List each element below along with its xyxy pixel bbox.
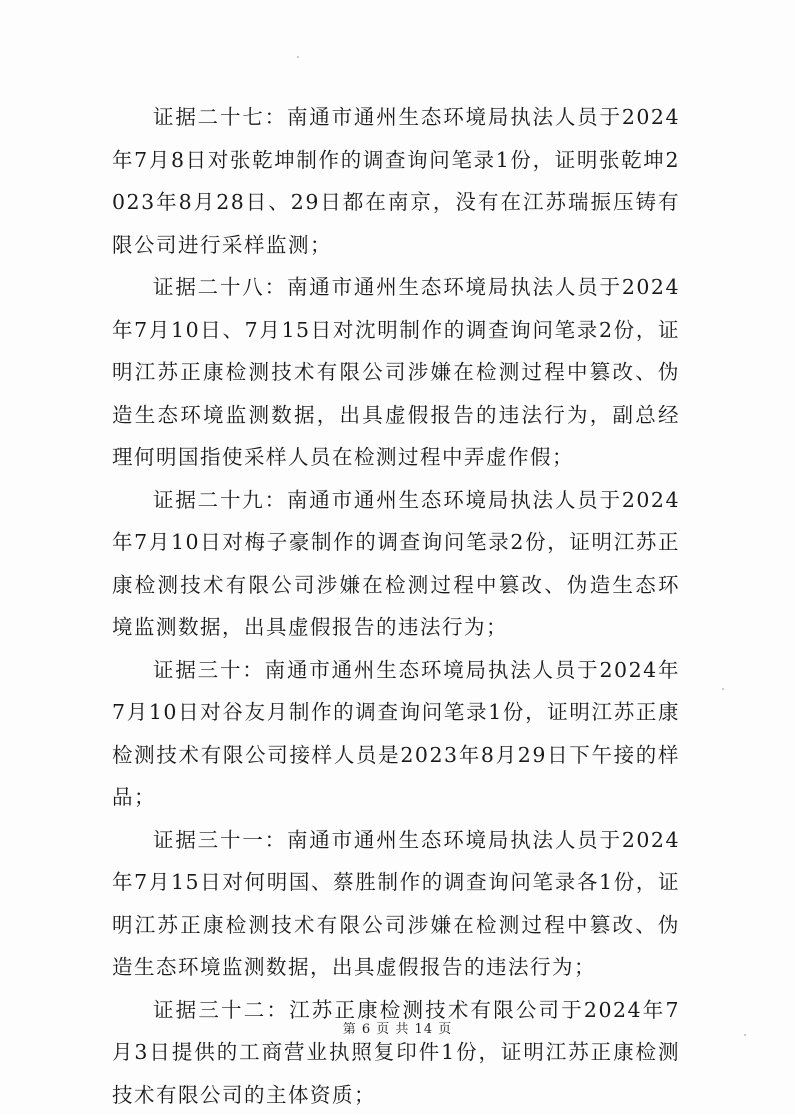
evidence-32-paragraph: 证据三十二：江苏正康检测技术有限公司于2024年7月3日提供的工商营业执照复印件1份，证明江苏正康检测技术有限公司的主体资质； — [112, 989, 680, 1116]
scan-speck — [297, 56, 299, 58]
evidence-27-paragraph: 证据二十七：南通市通州生态环境局执法人员于2024年7月8日对张乾坤制作的调查询问笔录1份，证明张乾坤2023年8月28日、29日都在南京，没有在江苏瑞振压铸有限公司进行采样监测； — [112, 96, 680, 266]
page-number-footer: 第 6 页 共 14 页 — [0, 1018, 795, 1037]
evidence-31-paragraph: 证据三十一：南通市通州生态环境局执法人员于2024年7月15日对何明国、蔡胜制作的调查询问笔录各1份，证明江苏正康检测技术有限公司涉嫌在检测过程中篡改、伪造生态环境监测数据，出具虚假报告的违法行为； — [112, 819, 680, 989]
evidence-28-paragraph: 证据二十八：南通市通州生态环境局执法人员于2024年7月10日、7月15日对沈明制作的调查询问笔录2份，证明江苏正康检测技术有限公司涉嫌在检测过程中篡改、伪造生态环境监测数据，出具虚假报告的违法行为，副总经理何明国指使采样人员在检测过程中弄虚作假； — [112, 266, 680, 479]
document-body — [112, 96, 680, 1116]
evidence-29-paragraph: 证据二十九：南通市通州生态环境局执法人员于2024年7月10日对梅子豪制作的调查询问笔录2份，证明江苏正康检测技术有限公司涉嫌在检测过程中篡改、伪造生态环境监测数据，出具虚假报告的违法行为； — [112, 479, 680, 649]
evidence-30-paragraph: 证据三十：南通市通州生态环境局执法人员于2024年7月10日对谷友月制作的调查询问笔录1份，证明江苏正康检测技术有限公司接样人员是2023年8月29日下午接的样品； — [112, 649, 680, 819]
scan-speck — [722, 688, 724, 690]
